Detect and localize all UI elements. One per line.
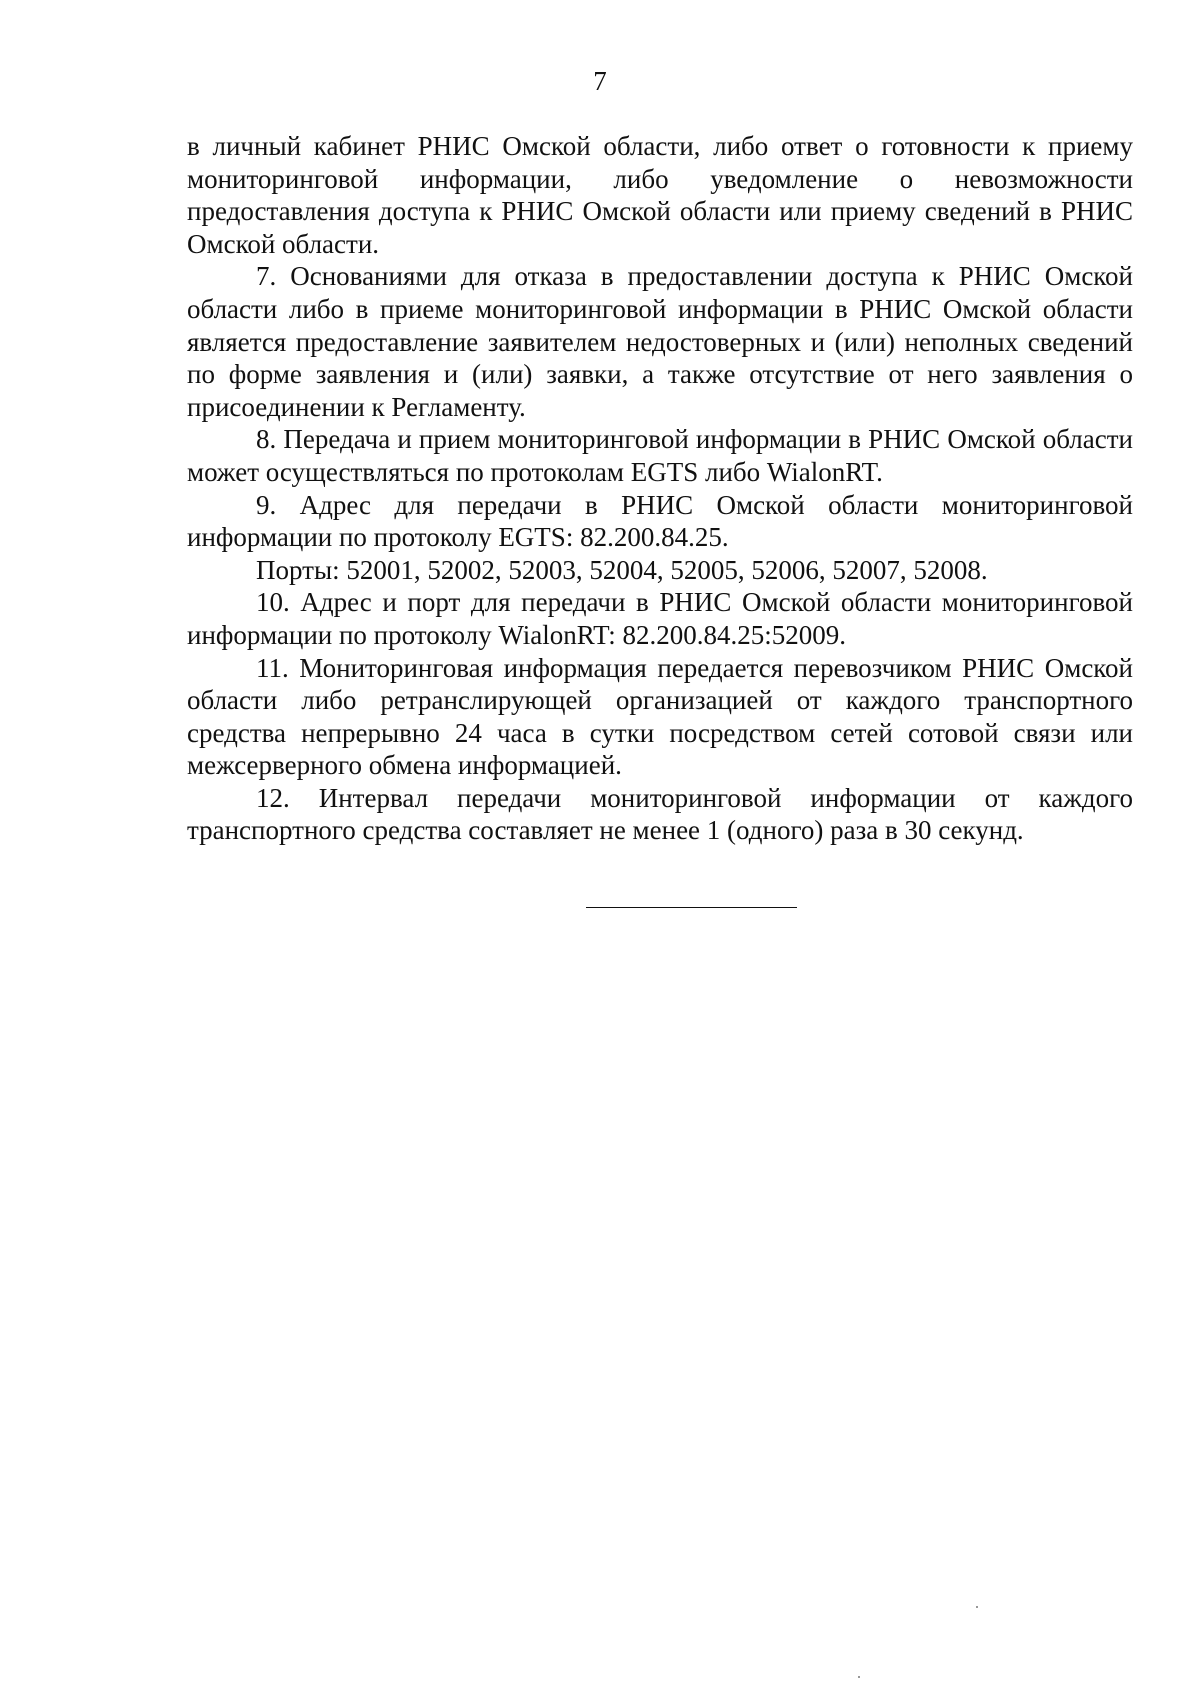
paragraph-item-12: 12. Интервал передачи мониторинговой информации от каждого транспортного средства составляет не менее 1 (одного) раза в 30 секунд. [187,782,1133,846]
page-number: 7 [593,66,607,96]
paragraph-item-7: 7. Основаниями для отказа в предоставлении доступа к РНИС Омской области либо в приеме мониторинговой информации в РНИС Омской области является предоставление заявителем недостоверных и (или) неполных сведений по форме заявления и (или) заявки, а также отсутствие от него заявления о присоединении к Регламенту. [187,261,1133,422]
scan-speck [976,1606,978,1608]
paragraph-continuation: в личный кабинет РНИС Омской области, либо ответ о готовности к приему мониторинговой информации, либо уведомление о невозможности предоставления доступа к РНИС Омской области или приему сведений в РНИС Омской области. [187,131,1133,259]
scan-speck [858,1676,860,1678]
paragraph-ports: Порты: 52001, 52002, 52003, 52004, 52005, 52006, 52007, 52008. [256,554,988,585]
paragraph-item-10: 10. Адрес и порт для передачи в РНИС Омской области мониторинговой информации по протоколу WialonRT: 82.200.84.25:52009. [187,587,1133,650]
end-of-document-rule [586,907,797,908]
document-body [187,130,1133,847]
paragraph-item-11: 11. Мониторинговая информация передается перевозчиком РНИС Омской области либо ретранслирующей организацией от каждого транспортного средства непрерывно 24 часа в сутки посредством сетей сотовой связи или межсерверного обмена информацией. [187,652,1133,781]
paragraph-item-8: 8. Передача и прием мониторинговой информации в РНИС Омской области может осуществляться по протоколам EGTS либо WialonRT. [187,424,1133,487]
paragraph-item-9: 9. Адрес для передачи в РНИС Омской области мониторинговой информации по протоколу EGTS: 82.200.84.25. [187,489,1133,553]
